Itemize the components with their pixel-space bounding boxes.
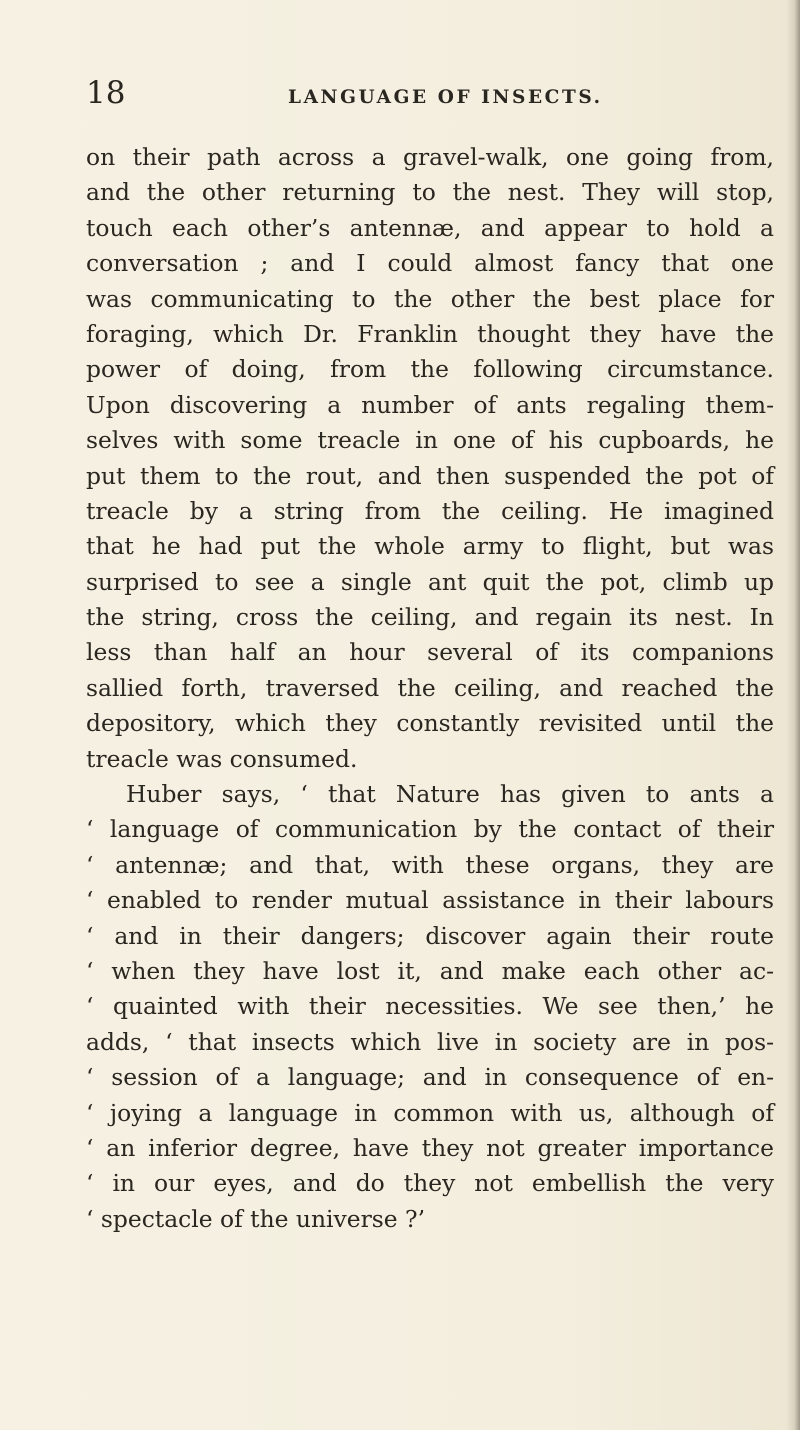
text-line: adds, ‘ that insects which live in society are in pos- <box>86 1027 774 1056</box>
text-line: ‘ enabled to render mutual assistance in their labours <box>86 886 774 915</box>
text-line: conversation ; and I could almost fancy that one <box>86 249 774 278</box>
body-text <box>86 140 774 1237</box>
text-line: selves with some treacle in one of his cupboards, he <box>86 426 774 455</box>
text-line: ‘ quainted with their necessities. We see then,’ he <box>86 992 774 1021</box>
text-line: ‘ session of a language; and in consequence of en- <box>86 1063 774 1092</box>
text-line: and the other returning to the nest. They will stop, <box>86 178 774 207</box>
text-line: ‘ when they have lost it, and make each other ac- <box>86 956 774 985</box>
running-title: LANGUAGE OF INSECTS. <box>288 87 603 108</box>
text-line: ‘ an inferior degree, have they not greater importance <box>86 1133 774 1162</box>
text-line: the string, cross the ceiling, and regain its nest. In <box>86 603 774 632</box>
text-line: ‘ spectacle of the universe ?’ <box>86 1204 426 1233</box>
text-line: that he had put the whole army to flight, but was <box>86 532 774 561</box>
text-line: less than half an hour several of its companions <box>86 638 774 667</box>
text-line: treacle by a string from the ceiling. He imagined <box>86 496 774 525</box>
text-line: depository, which they constantly revisited until the <box>86 709 774 738</box>
text-line: ‘ in our eyes, and do they not embellish the very <box>86 1169 774 1198</box>
page-header <box>86 76 766 110</box>
text-line: surprised to see a single ant quit the pot, climb up <box>86 567 774 596</box>
text-line: Upon discovering a number of ants regaling them- <box>86 390 774 419</box>
text-line: power of doing, from the following circumstance. <box>86 355 774 384</box>
text-line: put them to the rout, and then suspended the pot of <box>86 461 774 490</box>
text-line: was communicating to the other the best place for <box>86 284 774 313</box>
page-edge-shadow <box>786 0 800 1430</box>
text-line: Huber says, ‘ that Nature has given to ants a <box>126 780 774 809</box>
text-line: treacle was consumed. <box>86 744 358 773</box>
text-line: foraging, which Dr. Franklin thought they have the <box>86 319 774 348</box>
text-line: ‘ antennæ; and that, with these organs, they are <box>86 850 774 879</box>
text-line: ‘ language of communication by the contact of their <box>86 815 774 844</box>
text-line: ‘ joying a language in common with us, although of <box>86 1098 774 1127</box>
text-line: sallied forth, traversed the ceiling, and reached the <box>86 673 774 702</box>
text-line: on their path across a gravel-walk, one going from, <box>86 143 774 171</box>
text-line: touch each other’s antennæ, and appear to hold a <box>86 213 774 242</box>
text-line: ‘ and in their dangers; discover again their route <box>86 921 774 950</box>
page-number: 18 <box>86 75 126 111</box>
